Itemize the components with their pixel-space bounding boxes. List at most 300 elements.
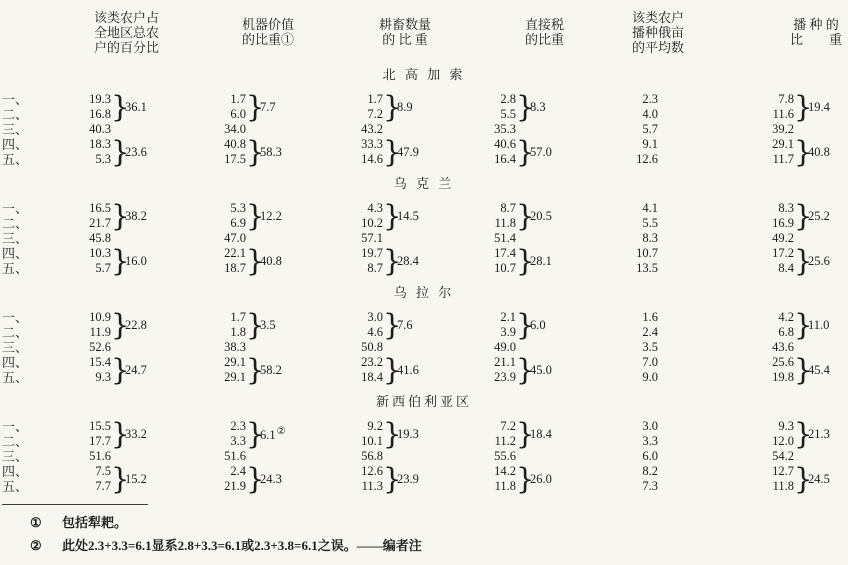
value-cell: 50.8 [361,340,383,354]
value-cell: 1.7 [230,92,246,106]
brace-icon: } [383,244,402,278]
brace-icon: } [246,353,265,387]
row-label: 二、 [2,325,29,340]
pair-values [367,92,383,122]
footnote-text: 此处2.3+3.3=6.1显系2.8+3.3=6.1或2.3+3.8=6.1之误。——编者注 [62,538,422,553]
group-sum: 45.4 [808,362,830,377]
pair-values [778,310,794,340]
value-cell: 3.3 [642,434,658,448]
brace-group [437,355,570,385]
pair-values [367,310,383,340]
value-cell: 2.8 [500,92,516,106]
header-line: 的比重① [241,32,294,47]
footnote-marker: ② [30,538,42,553]
value-cell: 2.4 [230,464,246,478]
group-sum: 25.2 [808,208,830,223]
brace-group [437,92,570,122]
pair-values [772,201,794,231]
value-cell: 8.3 [778,201,794,215]
brace-group [437,310,570,340]
section-title: 新西伯利亚区 [375,394,472,409]
data-column [300,92,437,167]
value-cell: 14.2 [494,464,516,478]
value-cell: 8.2 [642,464,658,478]
value-cell: 4.6 [367,325,383,339]
brace-group [30,419,165,449]
brace-icon: } [383,199,402,233]
brace-icon: } [516,353,535,387]
value-cell: 17.7 [89,434,111,448]
pair-values [230,92,246,122]
pair-values [89,201,111,231]
group-sum: 33.2 [125,426,147,441]
value-cell: 21.7 [89,216,111,230]
brace-icon: } [516,417,535,451]
pair-values [494,464,516,494]
group-sum: 24.7 [125,362,147,377]
value-cell: 9.1 [642,137,658,151]
data-column [570,201,690,276]
column-header-sown-share [690,17,848,47]
value-cell: 7.7 [95,479,111,493]
brace-icon: } [794,135,813,169]
row-label: 三、 [2,340,29,355]
section-grid [0,201,848,276]
data-column [30,201,165,276]
pair-values [772,246,794,276]
value-cell: 6.0 [230,107,246,121]
value-cell: 25.6 [772,355,794,369]
value-cell: 16.4 [494,152,516,166]
group-sum: 6.1② [260,426,286,443]
data-column [30,310,165,385]
brace-group [437,137,570,167]
value-cell: 9.2 [367,419,383,433]
section-title: 北 高 加 索 [382,67,466,82]
group-sum: 23.6 [125,144,147,159]
value-cell: 11.8 [772,479,794,493]
group-sum: 24.3 [260,471,282,486]
data-column [165,92,300,167]
pair-values [361,464,383,494]
pair-values [500,310,516,340]
pair-values [772,137,794,167]
pair-values [89,137,111,167]
table-header [0,6,848,58]
column-header-household-share [30,10,165,55]
group-sum: 24.5 [808,471,830,486]
value-cell: 4.2 [778,310,794,324]
data-column [437,310,570,385]
row-label: 五、 [2,261,29,276]
value-cell: 11.7 [772,152,794,166]
brace-group [165,246,300,276]
section-title: 乌 拉 尔 [393,285,455,300]
brace-group [437,419,570,449]
value-cell: 3.5 [642,340,658,354]
brace-group [30,355,165,385]
group-sum: 8.9 [397,99,413,114]
row-label: 五、 [2,152,29,167]
value-cell: 16.8 [89,107,111,121]
value-cell: 33.3 [361,137,383,151]
value-cell: 16.9 [772,216,794,230]
value-cell: 11.8 [494,216,516,230]
value-cell: 21.9 [224,479,246,493]
value-cell: 40.3 [89,122,111,136]
value-cell: 19.3 [89,92,111,106]
data-column [570,92,690,167]
value-cell: 3.9 [500,325,516,339]
pair-values [89,419,111,449]
value-cell: 51.6 [224,449,246,463]
brace-icon: } [383,462,402,496]
header-line: 该类农户占 [93,9,159,25]
brace-icon: } [794,199,813,233]
value-cell: 17.5 [224,152,246,166]
pair-values [772,464,794,494]
brace-group [165,464,300,494]
brace-group [690,464,848,494]
group-sum: 58.2 [260,362,282,377]
value-cell: 43.2 [361,122,383,136]
value-cell: 7.5 [95,464,111,478]
row-label: 三、 [2,449,29,464]
row-label-column [0,92,30,167]
footnote-1 [2,514,848,531]
value-cell: 49.0 [494,340,516,354]
value-cell: 5.7 [95,261,111,275]
pair-values [224,137,246,167]
pair-values [230,419,246,449]
brace-icon: } [516,244,535,278]
value-cell: 11.9 [89,325,111,339]
group-sum: 16.0 [125,253,147,268]
brace-group [165,137,300,167]
data-column [570,310,690,385]
value-cell: 10.1 [361,434,383,448]
value-cell: 8.7 [500,201,516,215]
brace-group [30,92,165,122]
pair-values [500,92,516,122]
value-cell: 2.4 [642,325,658,339]
value-cell: 4.3 [367,201,383,215]
value-cell: 15.4 [89,355,111,369]
value-cell: 45.8 [89,231,111,245]
brace-icon: } [794,90,813,124]
value-cell: 40.6 [494,137,516,151]
brace-group [165,92,300,122]
pair-values [361,137,383,167]
value-cell: 12.6 [636,152,658,166]
brace-icon: } [516,308,535,342]
value-cell: 29.1 [224,355,246,369]
column-header-direct-tax [437,17,570,47]
brace-icon: } [111,244,130,278]
header-line: 机器价值 [241,17,294,32]
value-cell: 3.0 [642,419,658,433]
group-sum: 19.3 [397,426,419,441]
brace-icon: } [246,244,265,278]
row-label-column [0,201,30,276]
pair-values [494,137,516,167]
column-header-machine-value [165,17,300,47]
brace-group [690,92,848,122]
value-cell: 18.3 [89,137,111,151]
brace-icon: } [111,199,130,233]
brace-icon: } [794,353,813,387]
brace-group [300,310,437,340]
brace-icon: } [246,90,265,124]
brace-group [437,464,570,494]
footnote-ref: ② [276,426,286,438]
group-sum: 15.2 [125,471,147,486]
value-cell: 19.7 [361,246,383,260]
value-cell: 22.1 [224,246,246,260]
pair-values [773,92,794,122]
group-sum: 28.4 [397,253,419,268]
value-cell: 1.8 [230,325,246,339]
group-sum: 21.3 [808,426,830,441]
section-grid [0,419,848,494]
table-section [0,284,848,385]
brace-icon: } [111,462,130,496]
pair-values [494,355,516,385]
header-line: 播 种 的 [793,17,839,32]
brace-group [30,137,165,167]
row-label: 五、 [2,479,29,494]
pair-values [495,419,516,449]
data-column [437,92,570,167]
brace-group [165,201,300,231]
brace-icon: } [516,462,535,496]
pair-values [772,355,794,385]
value-cell: 7.2 [500,419,516,433]
brace-group [437,246,570,276]
data-column [165,310,300,385]
data-column [437,419,570,494]
brace-group [300,464,437,494]
brace-icon: } [516,199,535,233]
value-cell: 7.2 [367,107,383,121]
row-label-column [0,419,30,494]
value-cell: 43.6 [772,340,794,354]
brace-group [690,201,848,231]
value-cell: 10.7 [494,261,516,275]
header-line: 的比重 [524,32,564,47]
value-cell: 55.6 [494,449,516,463]
value-cell: 23.2 [361,355,383,369]
pair-values [89,355,111,385]
brace-group [690,355,848,385]
value-cell: 35.3 [494,122,516,136]
brace-group [690,419,848,449]
value-cell: 21.1 [494,355,516,369]
group-sum: 19.4 [808,99,830,114]
value-cell: 51.4 [494,231,516,245]
pair-values [361,419,383,449]
brace-icon: } [794,308,813,342]
row-label: 四、 [2,464,29,479]
row-label: 三、 [2,231,29,246]
pair-values [494,246,516,276]
header-line: 全地区总农 [93,24,159,40]
value-cell: 12.6 [361,464,383,478]
row-label: 一、 [2,310,29,325]
value-cell: 5.3 [230,201,246,215]
column-header-draft-animals [300,17,437,47]
brace-icon: } [794,462,813,496]
group-sum: 7.7 [260,99,276,114]
value-cell: 18.7 [224,261,246,275]
group-sum: 40.8 [260,253,282,268]
pair-values [230,310,246,340]
brace-icon: } [111,135,130,169]
brace-icon: } [246,199,265,233]
section-grid [0,310,848,385]
value-cell: 38.3 [224,340,246,354]
value-cell: 1.6 [642,310,658,324]
brace-icon: } [383,135,402,169]
value-cell: 17.2 [772,246,794,260]
brace-group [30,246,165,276]
data-column [165,419,300,494]
brace-icon: } [516,90,535,124]
value-cell: 2.3 [642,92,658,106]
pair-values [495,201,516,231]
pair-values [224,464,246,494]
row-label: 二、 [2,107,29,122]
row-label: 四、 [2,355,29,370]
value-cell: 12.7 [772,464,794,478]
header-line: 户的百分比 [93,39,159,55]
brace-group [300,419,437,449]
value-cell: 8.4 [778,261,794,275]
brace-icon: } [794,417,813,451]
value-cell: 9.0 [642,370,658,384]
brace-group [30,464,165,494]
value-cell: 11.6 [772,107,794,121]
value-cell: 39.2 [772,122,794,136]
header-line: 的平均数 [631,39,684,55]
footnote-marker: ① [30,515,42,530]
group-sum: 11.0 [808,317,830,332]
group-sum: 45.0 [530,362,552,377]
group-sum: 47.9 [397,144,419,159]
footnotes [0,504,848,554]
value-cell: 3.0 [367,310,383,324]
value-cell: 2.3 [230,419,246,433]
value-cell: 7.8 [778,92,794,106]
value-cell: 52.6 [89,340,111,354]
value-cell: 6.9 [230,216,246,230]
value-cell: 14.6 [361,152,383,166]
value-cell: 16.5 [89,201,111,215]
row-label: 五、 [2,370,29,385]
row-label-column [0,310,30,385]
data-column [165,201,300,276]
pair-values [89,246,111,276]
row-label: 二、 [2,434,29,449]
data-column [300,201,437,276]
section-title: 乌 克 兰 [393,176,455,191]
pair-values [224,246,246,276]
header-line: 直接税 [524,17,564,32]
header-line: 的 比 重 [382,32,428,47]
table-section [0,393,848,494]
row-label: 一、 [2,201,29,216]
value-cell: 7.0 [642,355,658,369]
group-sum: 58.3 [260,144,282,159]
header-line: 播种俄亩 [631,24,684,40]
value-cell: 4.0 [642,107,658,121]
value-cell: 11.3 [361,479,383,493]
group-sum: 20.5 [530,208,552,223]
value-cell: 54.2 [772,449,794,463]
brace-group [30,310,165,340]
brace-group [300,137,437,167]
value-cell: 15.5 [89,419,111,433]
value-cell: 9.3 [778,419,794,433]
brace-group [690,137,848,167]
brace-group [690,310,848,340]
row-label: 一、 [2,419,29,434]
brace-group [437,201,570,231]
footnote-2 [2,537,848,554]
value-cell: 17.4 [494,246,516,260]
group-sum: 38.2 [125,208,147,223]
brace-icon: } [246,462,265,496]
brace-group [300,201,437,231]
brace-group [165,419,300,449]
pair-values [95,464,111,494]
header-line: 耕畜数量 [378,17,431,32]
brace-group [30,201,165,231]
brace-group [300,92,437,122]
group-sum: 40.8 [808,144,830,159]
row-label: 三、 [2,122,29,137]
group-sum: 23.9 [397,471,419,486]
footnote-divider [2,504,148,505]
group-sum: 36.1 [125,99,147,114]
value-cell: 2.1 [500,310,516,324]
data-column [690,92,848,167]
data-column [300,310,437,385]
brace-group [300,246,437,276]
value-cell: 6.8 [778,325,794,339]
brace-icon: } [111,90,130,124]
value-cell: 34.0 [224,122,246,136]
value-cell: 57.1 [361,231,383,245]
group-sum: 22.8 [125,317,147,332]
value-cell: 3.3 [230,434,246,448]
value-cell: 40.8 [224,137,246,151]
data-column [690,310,848,385]
column-header-avg-sown-area [570,10,690,55]
brace-icon: } [516,135,535,169]
pair-values [230,201,246,231]
data-column [570,419,690,494]
group-sum: 28.1 [530,253,552,268]
data-column [437,201,570,276]
value-cell: 56.8 [361,449,383,463]
group-sum: 18.4 [530,426,552,441]
value-cell: 23.9 [494,370,516,384]
row-label: 四、 [2,246,29,261]
group-sum: 57.0 [530,144,552,159]
group-sum: 3.5 [260,317,276,332]
brace-group [165,355,300,385]
